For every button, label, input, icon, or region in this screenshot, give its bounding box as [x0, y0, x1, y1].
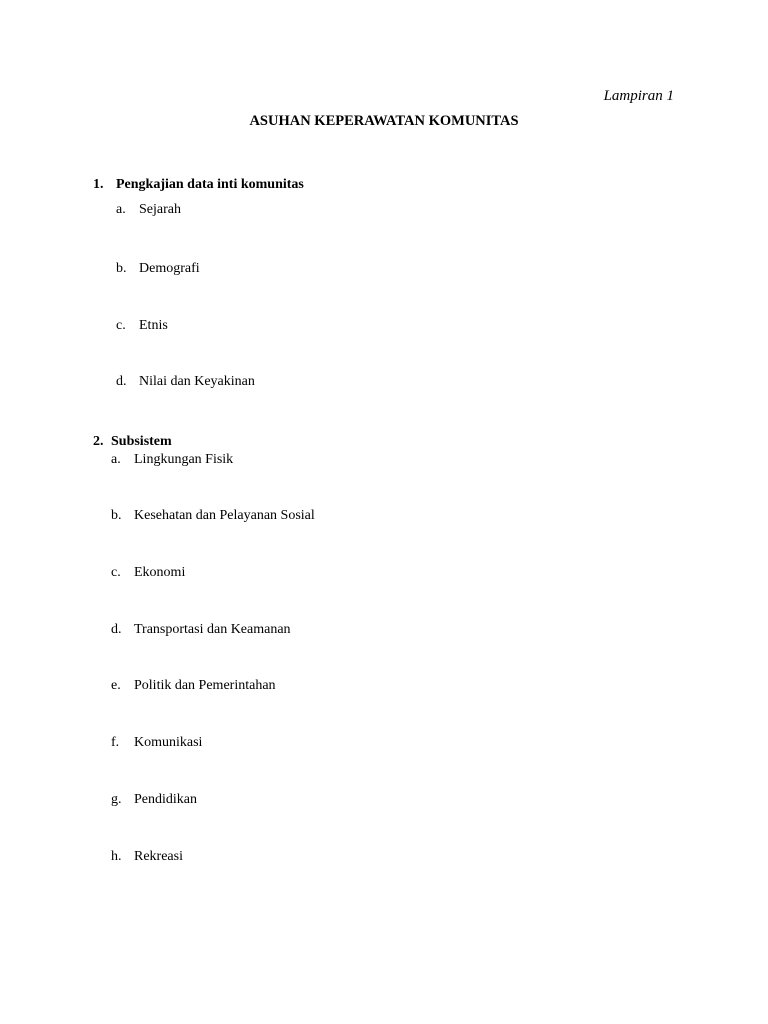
- list-item-marker: b.: [111, 508, 122, 523]
- list-item-marker: g.: [111, 792, 122, 807]
- list-item-marker: e.: [111, 678, 121, 693]
- list-item: Nilai dan Keyakinan: [139, 374, 255, 389]
- list-item: Komunikasi: [134, 735, 203, 750]
- list-item-marker: h.: [111, 849, 122, 864]
- list-item: Politik dan Pemerintahan: [134, 678, 276, 693]
- list-item-marker: f.: [111, 735, 120, 750]
- list-item-marker: c.: [111, 565, 121, 580]
- list-item-marker: a.: [111, 452, 121, 467]
- list-item-marker: d.: [111, 622, 122, 637]
- list-item: Kesehatan dan Pelayanan Sosial: [134, 508, 315, 523]
- list-item-marker: a.: [116, 202, 126, 217]
- list-item: Etnis: [139, 318, 168, 333]
- list-item: Lingkungan Fisik: [134, 452, 234, 467]
- section-1-title: Pengkajian data inti komunitas: [116, 177, 304, 192]
- section-2-title: Subsistem: [111, 434, 172, 449]
- list-item: Pendidikan: [134, 792, 197, 807]
- document-title: ASUHAN KEPERAWATAN KOMUNITAS: [249, 113, 519, 129]
- list-item: Sejarah: [139, 202, 181, 217]
- list-item: Ekonomi: [134, 565, 186, 580]
- list-item: Rekreasi: [134, 849, 183, 864]
- list-item: Transportasi dan Keamanan: [134, 622, 291, 637]
- attachment-label: Lampiran 1: [603, 88, 674, 104]
- list-item-marker: d.: [116, 374, 127, 389]
- section-2-number: 2.: [93, 434, 104, 449]
- list-item: Demografi: [139, 261, 200, 276]
- list-item-marker: b.: [116, 261, 127, 276]
- list-item-marker: c.: [116, 318, 126, 333]
- section-1-number: 1.: [93, 177, 104, 192]
